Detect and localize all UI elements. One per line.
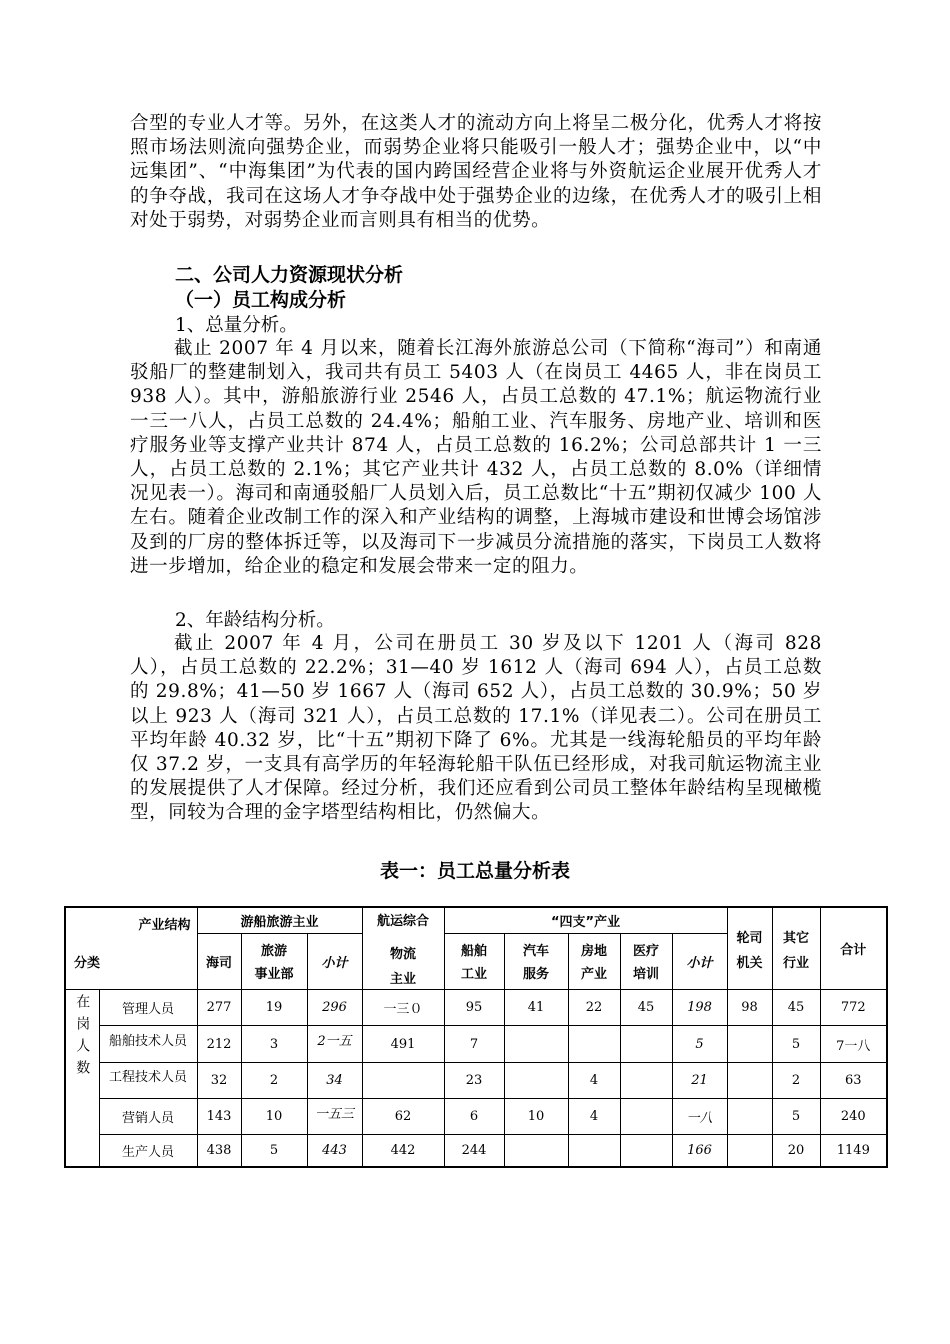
cell: 212 [197,1026,241,1062]
cell: 95 [444,990,504,1026]
staff-table [64,906,888,1168]
cell: 32 [197,1062,241,1098]
table-row [65,1135,887,1167]
cell: 1149 [820,1135,887,1167]
cell: 442 [362,1135,444,1167]
estate-line1: 房地 [581,944,608,960]
row-group-label [65,990,99,1167]
cell [727,1062,772,1098]
item1-title: 1、总量分析。 [175,315,298,336]
cell [620,1098,672,1134]
cell [307,1026,362,1062]
cell [620,1026,672,1062]
cell: 34 [307,1062,362,1098]
item2-paragraph: 截止 2007 年 4 月，公司在册员工 30 岁及以下 1201 人（海司 828 人），占员工总数的 22.2%；31—40 岁 1612 人（海司 694 人），占员工总数的 29.8%；41—50 岁 1667 人（海司 652 人），占员工总数的 30.9%；50 岁以上 923 人（海司 321 人），占员工总数的 17.1%（详见表二）。公司在册员工平均年龄 40.32 岁，比“十五”期初下降了 6%。尤其是一线海轮船员的平均年龄仅 37.2 岁，一支具有高学历的年轻海轮船干队伍已经形成，对我司航运物流主业的发展提供了人才保障。经过分析，我们还应看到公司员工整体年龄结构呈现橄榄型，同较为合理的金字塔型结构相比，仍然偏大。 [130,633,822,824]
cell [307,1098,362,1134]
row-label: 管理人员 [99,990,197,1026]
col-other-header [772,907,820,990]
med-line2: 培训 [633,967,660,983]
cell: 3 [241,1026,307,1062]
row-group-text: 在岗人数 [74,994,91,1083]
lunsi-line2: 机关 [736,955,763,971]
cell: 22 [568,990,620,1026]
row-label-text: 工程技术人员 [108,1070,187,1086]
cell: 438 [197,1135,241,1167]
cell: 2 [772,1062,820,1098]
cell: 5 [772,1026,820,1062]
sub-estate-header [568,933,620,989]
cell: 5 [672,1026,727,1062]
sub-subtotal-header: 小计 [307,933,362,989]
subsection-heading: （一）员工构成分析 [175,289,347,311]
other-line1: 其它 [783,930,810,946]
sub-tour-header [241,933,307,989]
tour-line2: 事业部 [254,967,294,983]
cell: 277 [197,990,241,1026]
cell: 21 [672,1062,727,1098]
sub-med-header [620,933,672,989]
sub-ship-header [444,933,504,989]
row-label: 营销人员 [99,1098,197,1134]
cell: 10 [504,1098,568,1134]
cell: 240 [820,1098,887,1134]
cell: 7 [444,1026,504,1062]
row-label [99,1026,197,1062]
cell: 2 [241,1062,307,1098]
corner-top-label: 产业结构 [138,918,191,933]
cell: 10 [241,1098,307,1134]
cell [504,1135,568,1167]
sub-subtotal2-header: 小计 [672,933,727,989]
group-cruise-header: 游船旅游主业 [197,907,362,933]
cell: 166 [672,1135,727,1167]
cell [362,1062,444,1098]
cell: 63 [820,1062,887,1098]
row-label: 生产人员 [99,1135,197,1167]
sub-car-header [504,933,568,989]
shipping-line3: 主业 [390,972,417,988]
item2-title: 2、年龄结构分析。 [175,610,335,631]
cell: 一八 [672,1098,727,1134]
cell: 244 [444,1135,504,1167]
cell-text: 一五三 [315,1106,355,1122]
item1-paragraph: 截止 2007 年 4 月以来，随着长江海外旅游总公司（下简称“海司”）和南通驳船厂的整建制划入，我司共有员工 5403 人（在岗员工 4465 人，非在岗员工 938 人）。其中，游船旅游行业 2546 人，占员工总数的 47.1%；航运物流行业一三一八人，占员工总数的 24.4%；船舶工业、汽车服务、房地产业、培训和医疗服务业等支撑产业共计 874 人，占员工总数的 16.2%；公司总部共计 1 一三人，占员工总数的 2.1%；其它产业共计 432 人，占员工总数的 8.0%（详细情况见表一）。海司和南通驳船厂人员划入后，员工总数比“十五”期初仅减少 100 人左右。随着企业改制工作的深入和产业结构的调整，上海城市建设和世博会场馆涉及到的厂房的整体拆迁等，以及海司下一步减员分流措施的落实，下岗员工人数将进一步增加，给企业的稳定和发展会带来一定的阻力。 [130,338,822,577]
car-line2: 服务 [523,967,550,983]
cell: 491 [362,1026,444,1062]
table-corner-header [65,907,197,990]
cell [568,1135,620,1167]
table-row [65,1026,887,1062]
intro-paragraph: 合型的专业人才等。另外，在这类人才的流动方向上将呈二极分化，优秀人才将按照市场法则流向强势企业，而弱势企业将只能吸引一般人才；强势企业中，以“中远集团”、“中海集团”为代表的国内跨国经营企业将与外资航运企业展开优秀人才的争夺战，我司在这场人才争夺战中处于强势企业的边缘，在优秀人才的吸引上相对处于弱势，对弱势企业而言则具有相当的优势。 [130,113,822,231]
row-label [99,1062,197,1098]
section-heading: 二、公司人力资源现状分析 [175,264,404,286]
cell: 4 [568,1062,620,1098]
table-caption: 表一：员工总量分析表 [379,860,570,882]
cell [504,1026,568,1062]
cell [568,1026,620,1062]
estate-line2: 产业 [581,967,608,983]
cell: 198 [672,990,727,1026]
table-row [65,990,887,1026]
cell [504,1062,568,1098]
cell [727,1098,772,1134]
cell [727,1135,772,1167]
tour-line1: 旅游 [260,944,287,960]
cell: 一三０ [362,990,444,1026]
cell: 5 [241,1135,307,1167]
cell: 143 [197,1098,241,1134]
group-shipping-header [362,907,444,990]
sub-haisi-header: 海司 [197,933,241,989]
shipping-line1: 航运综合 [377,914,430,930]
table-row [65,1062,887,1098]
shipping-line2: 物流 [390,947,417,963]
lunsi-line1: 轮司 [736,930,763,946]
col-total-header: 合计 [820,907,887,990]
cell: 7一八 [820,1026,887,1062]
cell [727,1026,772,1062]
cell-text: 2一五 [317,1034,352,1049]
cell: 62 [362,1098,444,1134]
cell: 4 [568,1098,620,1134]
cell: 45 [620,990,672,1026]
corner-bottom-label: 分类 [74,956,101,972]
cell [620,1062,672,1098]
cell: 296 [307,990,362,1026]
col-lunsi-header [727,907,772,990]
cell: 45 [772,990,820,1026]
cell: 23 [444,1062,504,1098]
cell: 6 [444,1098,504,1134]
table-row [65,1098,887,1134]
cell: 20 [772,1135,820,1167]
med-line1: 医疗 [633,944,660,960]
row-label-text: 船舶技术人员 [108,1034,187,1049]
cell: 772 [820,990,887,1026]
cell [620,1135,672,1167]
other-line2: 行业 [783,955,810,971]
cell: 41 [504,990,568,1026]
group-four-header: “四支”产业 [444,907,727,933]
ship-line2: 工业 [461,967,488,983]
cell: 443 [307,1135,362,1167]
cell: 19 [241,990,307,1026]
cell: 5 [772,1098,820,1134]
cell: 98 [727,990,772,1026]
car-line1: 汽车 [523,944,550,960]
ship-line1: 船舶 [461,944,488,960]
